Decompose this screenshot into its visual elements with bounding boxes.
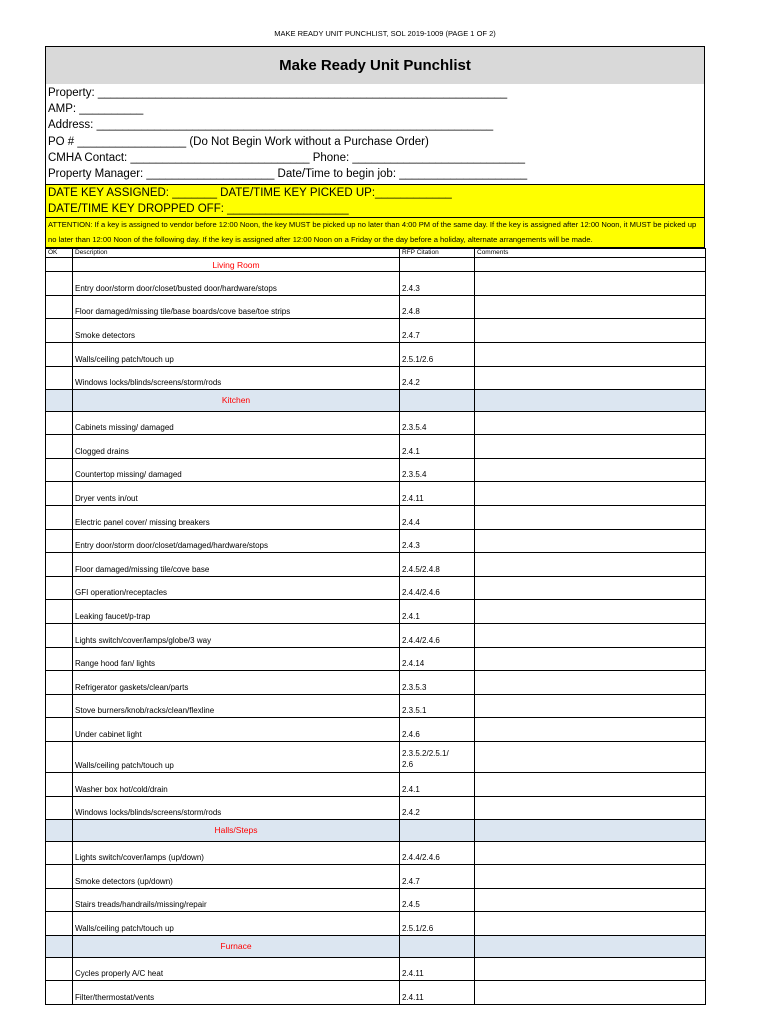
key-dropped-field[interactable]: DATE/TIME KEY DROPPED OFF: ___________________ xyxy=(46,201,704,218)
address-field[interactable]: Address: ______________________________________________________________ xyxy=(48,119,494,132)
table-row xyxy=(46,912,706,936)
comments-cell[interactable] xyxy=(475,506,706,530)
ok-checkbox-cell[interactable] xyxy=(46,343,73,367)
item-rfp-citation: 2.4.7 xyxy=(400,865,475,889)
section-rfp-cell xyxy=(400,820,475,842)
item-rfp-citation: 2.4.7 xyxy=(400,319,475,343)
comments-cell[interactable] xyxy=(475,796,706,820)
punchlist-form xyxy=(45,46,705,1005)
item-rfp-citation: 2.4.4/2.4.6 xyxy=(400,576,475,600)
item-rfp-citation: 2.4.11 xyxy=(400,482,475,506)
table-row xyxy=(46,624,706,648)
ok-checkbox-cell[interactable] xyxy=(46,506,73,530)
item-description: Dryer vents in/out xyxy=(73,482,400,506)
ok-checkbox-cell[interactable] xyxy=(46,888,73,912)
info-block xyxy=(45,84,705,184)
comments-cell[interactable] xyxy=(475,529,706,553)
item-rfp-citation: 2.4.1 xyxy=(400,600,475,624)
ok-checkbox-cell[interactable] xyxy=(46,319,73,343)
item-description: Smoke detectors xyxy=(73,319,400,343)
section-ok-cell xyxy=(46,258,73,272)
item-description: Filter/thermostat/vents xyxy=(73,981,400,1005)
item-rfp-citation: 2.4.2 xyxy=(400,796,475,820)
column-header-ok: OK xyxy=(46,249,73,258)
table-row xyxy=(46,576,706,600)
item-rfp-citation: 2.3.5.4 xyxy=(400,411,475,435)
page-header: MAKE READY UNIT PUNCHLIST, SOL 2019-1009 (PAGE 1 OF 2) xyxy=(274,29,496,38)
item-rfp-citation: 2.4.5 xyxy=(400,888,475,912)
form-title: Make Ready Unit Punchlist xyxy=(45,46,705,84)
table-row xyxy=(46,981,706,1005)
item-description: Smoke detectors (up/down) xyxy=(73,865,400,889)
key-assigned-field[interactable]: DATE KEY ASSIGNED: _______ DATE/TIME KEY PICKED UP:____________ xyxy=(48,187,452,200)
section-ok-cell xyxy=(46,820,73,842)
table-row xyxy=(46,435,706,459)
item-description: Floor damaged/missing tile/base boards/cove base/toe strips xyxy=(73,295,400,319)
item-rfp-citation: 2.3.5.1 xyxy=(400,694,475,718)
comments-cell[interactable] xyxy=(475,773,706,797)
section-row xyxy=(46,936,706,958)
item-description: Walls/ceiling patch/touch up xyxy=(73,742,400,773)
item-description: Refrigerator gaskets/clean/parts xyxy=(73,671,400,695)
comments-cell[interactable] xyxy=(475,671,706,695)
comments-cell[interactable] xyxy=(475,411,706,435)
section-rfp-cell xyxy=(400,390,475,412)
ok-checkbox-cell[interactable] xyxy=(46,912,73,936)
item-rfp-citation: 2.4.3 xyxy=(400,529,475,553)
item-rfp-citation: 2.4.5/2.4.8 xyxy=(400,553,475,577)
comments-cell[interactable] xyxy=(475,576,706,600)
item-description: Lights switch/cover/lamps/globe/3 way xyxy=(73,624,400,648)
table-row xyxy=(46,553,706,577)
comments-cell[interactable] xyxy=(475,912,706,936)
section-rfp-cell xyxy=(400,258,475,272)
ok-checkbox-cell[interactable] xyxy=(46,647,73,671)
item-rfp-citation: 2.4.3 xyxy=(400,272,475,296)
ok-checkbox-cell[interactable] xyxy=(46,553,73,577)
item-rfp-citation: 2.4.11 xyxy=(400,981,475,1005)
table-row xyxy=(46,671,706,695)
comments-cell[interactable] xyxy=(475,742,706,773)
ok-checkbox-cell[interactable] xyxy=(46,576,73,600)
ok-checkbox-cell[interactable] xyxy=(46,529,73,553)
comments-cell[interactable] xyxy=(475,295,706,319)
ok-checkbox-cell[interactable] xyxy=(46,295,73,319)
comments-cell[interactable] xyxy=(475,694,706,718)
ok-checkbox-cell[interactable] xyxy=(46,458,73,482)
comments-cell[interactable] xyxy=(475,888,706,912)
ok-checkbox-cell[interactable] xyxy=(46,694,73,718)
item-description: Under cabinet light xyxy=(73,718,400,742)
item-description: Washer box hot/cold/drain xyxy=(73,773,400,797)
ok-checkbox-cell[interactable] xyxy=(46,865,73,889)
comments-cell[interactable] xyxy=(475,272,706,296)
item-rfp-citation: 2.4.1 xyxy=(400,435,475,459)
item-description: Walls/ceiling patch/touch up xyxy=(73,912,400,936)
ok-checkbox-cell[interactable] xyxy=(46,773,73,797)
section-title: Furnace xyxy=(73,936,400,958)
section-comments-cell xyxy=(475,258,706,272)
ok-checkbox-cell[interactable] xyxy=(46,366,73,390)
ok-checkbox-cell[interactable] xyxy=(46,435,73,459)
item-description: Stove burners/knob/racks/clean/flexline xyxy=(73,694,400,718)
table-row xyxy=(46,458,706,482)
comments-cell[interactable] xyxy=(475,482,706,506)
item-rfp-citation: 2.3.5.3 xyxy=(400,671,475,695)
comments-cell[interactable] xyxy=(475,841,706,865)
rfp-line: 2.6 xyxy=(402,760,414,769)
item-rfp-citation: 2.3.5.4 xyxy=(400,458,475,482)
table-row xyxy=(46,319,706,343)
comments-cell[interactable] xyxy=(475,458,706,482)
table-row xyxy=(46,718,706,742)
table-row xyxy=(46,888,706,912)
ok-checkbox-cell[interactable] xyxy=(46,624,73,648)
comments-cell[interactable] xyxy=(475,435,706,459)
item-description: Entry door/storm door/closet/damaged/hardware/stops xyxy=(73,529,400,553)
item-rfp-citation: 2.4.14 xyxy=(400,647,475,671)
po-field[interactable]: PO # _________________ (Do Not Begin Work without a Purchase Order) xyxy=(48,135,429,148)
ok-checkbox-cell[interactable] xyxy=(46,742,73,773)
comments-cell[interactable] xyxy=(475,366,706,390)
comments-cell[interactable] xyxy=(475,600,706,624)
table-row xyxy=(46,647,706,671)
ok-checkbox-cell[interactable] xyxy=(46,981,73,1005)
attention-notice: ATTENTION: If a key is assigned to vendor before 12:00 Noon, the key MUST be picked up no later than 4:00 PM of the same day. If the key is assigned after 12:00 Noon, it MUST be picked up no later than 12:00 Noon of the following day. If the key is assigned after 12:00 Noon on a Friday or the day before a holiday, alternate arrangements will be made. xyxy=(48,220,697,244)
rfp-line: 2.3.5.2/2.5.1/ xyxy=(402,749,449,758)
section-title: Kitchen xyxy=(73,390,400,412)
section-ok-cell xyxy=(46,936,73,958)
property-field[interactable]: Property: ________________________________________________________________ xyxy=(48,87,508,99)
item-description: Cycles properly A/C heat xyxy=(73,957,400,981)
comments-cell[interactable] xyxy=(475,718,706,742)
item-rfp-citation: 2.4.2 xyxy=(400,366,475,390)
item-rfp-citation: 2.5.1/2.6 xyxy=(400,912,475,936)
section-comments-cell xyxy=(475,936,706,958)
table-header-row xyxy=(46,249,706,258)
item-description: Windows locks/blinds/screens/storm/rods xyxy=(73,796,400,820)
comments-cell[interactable] xyxy=(475,981,706,1005)
table-row xyxy=(46,865,706,889)
section-title: Living Room xyxy=(73,258,400,272)
punchlist-table xyxy=(45,248,706,1005)
cmha-contact-field[interactable]: CMHA Contact: ____________________________ Phone: ___________________________ xyxy=(48,151,526,164)
comments-cell[interactable] xyxy=(475,865,706,889)
ok-checkbox-cell[interactable] xyxy=(46,482,73,506)
item-rfp-citation xyxy=(400,742,475,773)
item-description: Lights switch/cover/lamps (up/down) xyxy=(73,841,400,865)
item-description: Cabinets missing/ damaged xyxy=(73,411,400,435)
section-row xyxy=(46,258,706,272)
item-description: Countertop missing/ damaged xyxy=(73,458,400,482)
table-row xyxy=(46,366,706,390)
item-rfp-citation: 2.5.1/2.6 xyxy=(400,343,475,367)
item-description: Leaking faucet/p-trap xyxy=(73,600,400,624)
comments-cell[interactable] xyxy=(475,624,706,648)
item-description: Clogged drains xyxy=(73,435,400,459)
ok-checkbox-cell[interactable] xyxy=(46,411,73,435)
item-rfp-citation: 2.4.4/2.4.6 xyxy=(400,624,475,648)
item-description: GFI operation/receptacles xyxy=(73,576,400,600)
section-row xyxy=(46,390,706,412)
ok-checkbox-cell[interactable] xyxy=(46,957,73,981)
section-comments-cell xyxy=(475,390,706,412)
item-rfp-citation: 2.4.4 xyxy=(400,506,475,530)
column-header-comments: Comments xyxy=(475,249,706,258)
table-row xyxy=(46,600,706,624)
ok-checkbox-cell[interactable] xyxy=(46,600,73,624)
comments-cell[interactable] xyxy=(475,319,706,343)
comments-cell[interactable] xyxy=(475,647,706,671)
table-row xyxy=(46,841,706,865)
ok-checkbox-cell[interactable] xyxy=(46,272,73,296)
item-description: Stairs treads/handrails/missing/repair xyxy=(73,888,400,912)
item-description: Entry door/storm door/closet/busted door/hardware/stops xyxy=(73,272,400,296)
table-row xyxy=(46,742,706,773)
item-description: Electric panel cover/ missing breakers xyxy=(73,506,400,530)
table-row xyxy=(46,411,706,435)
property-manager-field[interactable]: Property Manager: ____________________ Date/Time to begin job: ____________________ xyxy=(48,168,528,181)
item-description: Range hood fan/ lights xyxy=(73,647,400,671)
comments-cell[interactable] xyxy=(475,553,706,577)
table-row xyxy=(46,529,706,553)
section-rfp-cell xyxy=(400,936,475,958)
ok-checkbox-cell[interactable] xyxy=(46,671,73,695)
ok-checkbox-cell[interactable] xyxy=(46,796,73,820)
ok-checkbox-cell[interactable] xyxy=(46,718,73,742)
table-row xyxy=(46,773,706,797)
item-rfp-citation: 2.4.11 xyxy=(400,957,475,981)
item-description: Windows locks/blinds/screens/storm/rods xyxy=(73,366,400,390)
item-rfp-citation: 2.4.6 xyxy=(400,718,475,742)
ok-checkbox-cell[interactable] xyxy=(46,841,73,865)
item-description: Floor damaged/missing tile/cove base xyxy=(73,553,400,577)
item-rfp-citation: 2.4.1 xyxy=(400,773,475,797)
table-row xyxy=(46,694,706,718)
comments-cell[interactable] xyxy=(475,343,706,367)
item-rfp-citation: 2.4.4/2.4.6 xyxy=(400,841,475,865)
key-block xyxy=(45,184,705,248)
table-row xyxy=(46,343,706,367)
section-row xyxy=(46,820,706,842)
column-header-rfp: RFP Citation xyxy=(400,249,475,258)
table-row xyxy=(46,482,706,506)
column-header-description: Description xyxy=(73,249,400,258)
table-row xyxy=(46,506,706,530)
table-row xyxy=(46,295,706,319)
item-rfp-citation: 2.4.8 xyxy=(400,295,475,319)
section-ok-cell xyxy=(46,390,73,412)
section-comments-cell xyxy=(475,820,706,842)
table-row xyxy=(46,957,706,981)
section-title: Halls/Steps xyxy=(73,820,400,842)
item-description: Walls/ceiling patch/touch up xyxy=(73,343,400,367)
amp-field[interactable]: AMP: __________ xyxy=(48,103,144,116)
comments-cell[interactable] xyxy=(475,957,706,981)
table-row xyxy=(46,272,706,296)
table-row xyxy=(46,796,706,820)
